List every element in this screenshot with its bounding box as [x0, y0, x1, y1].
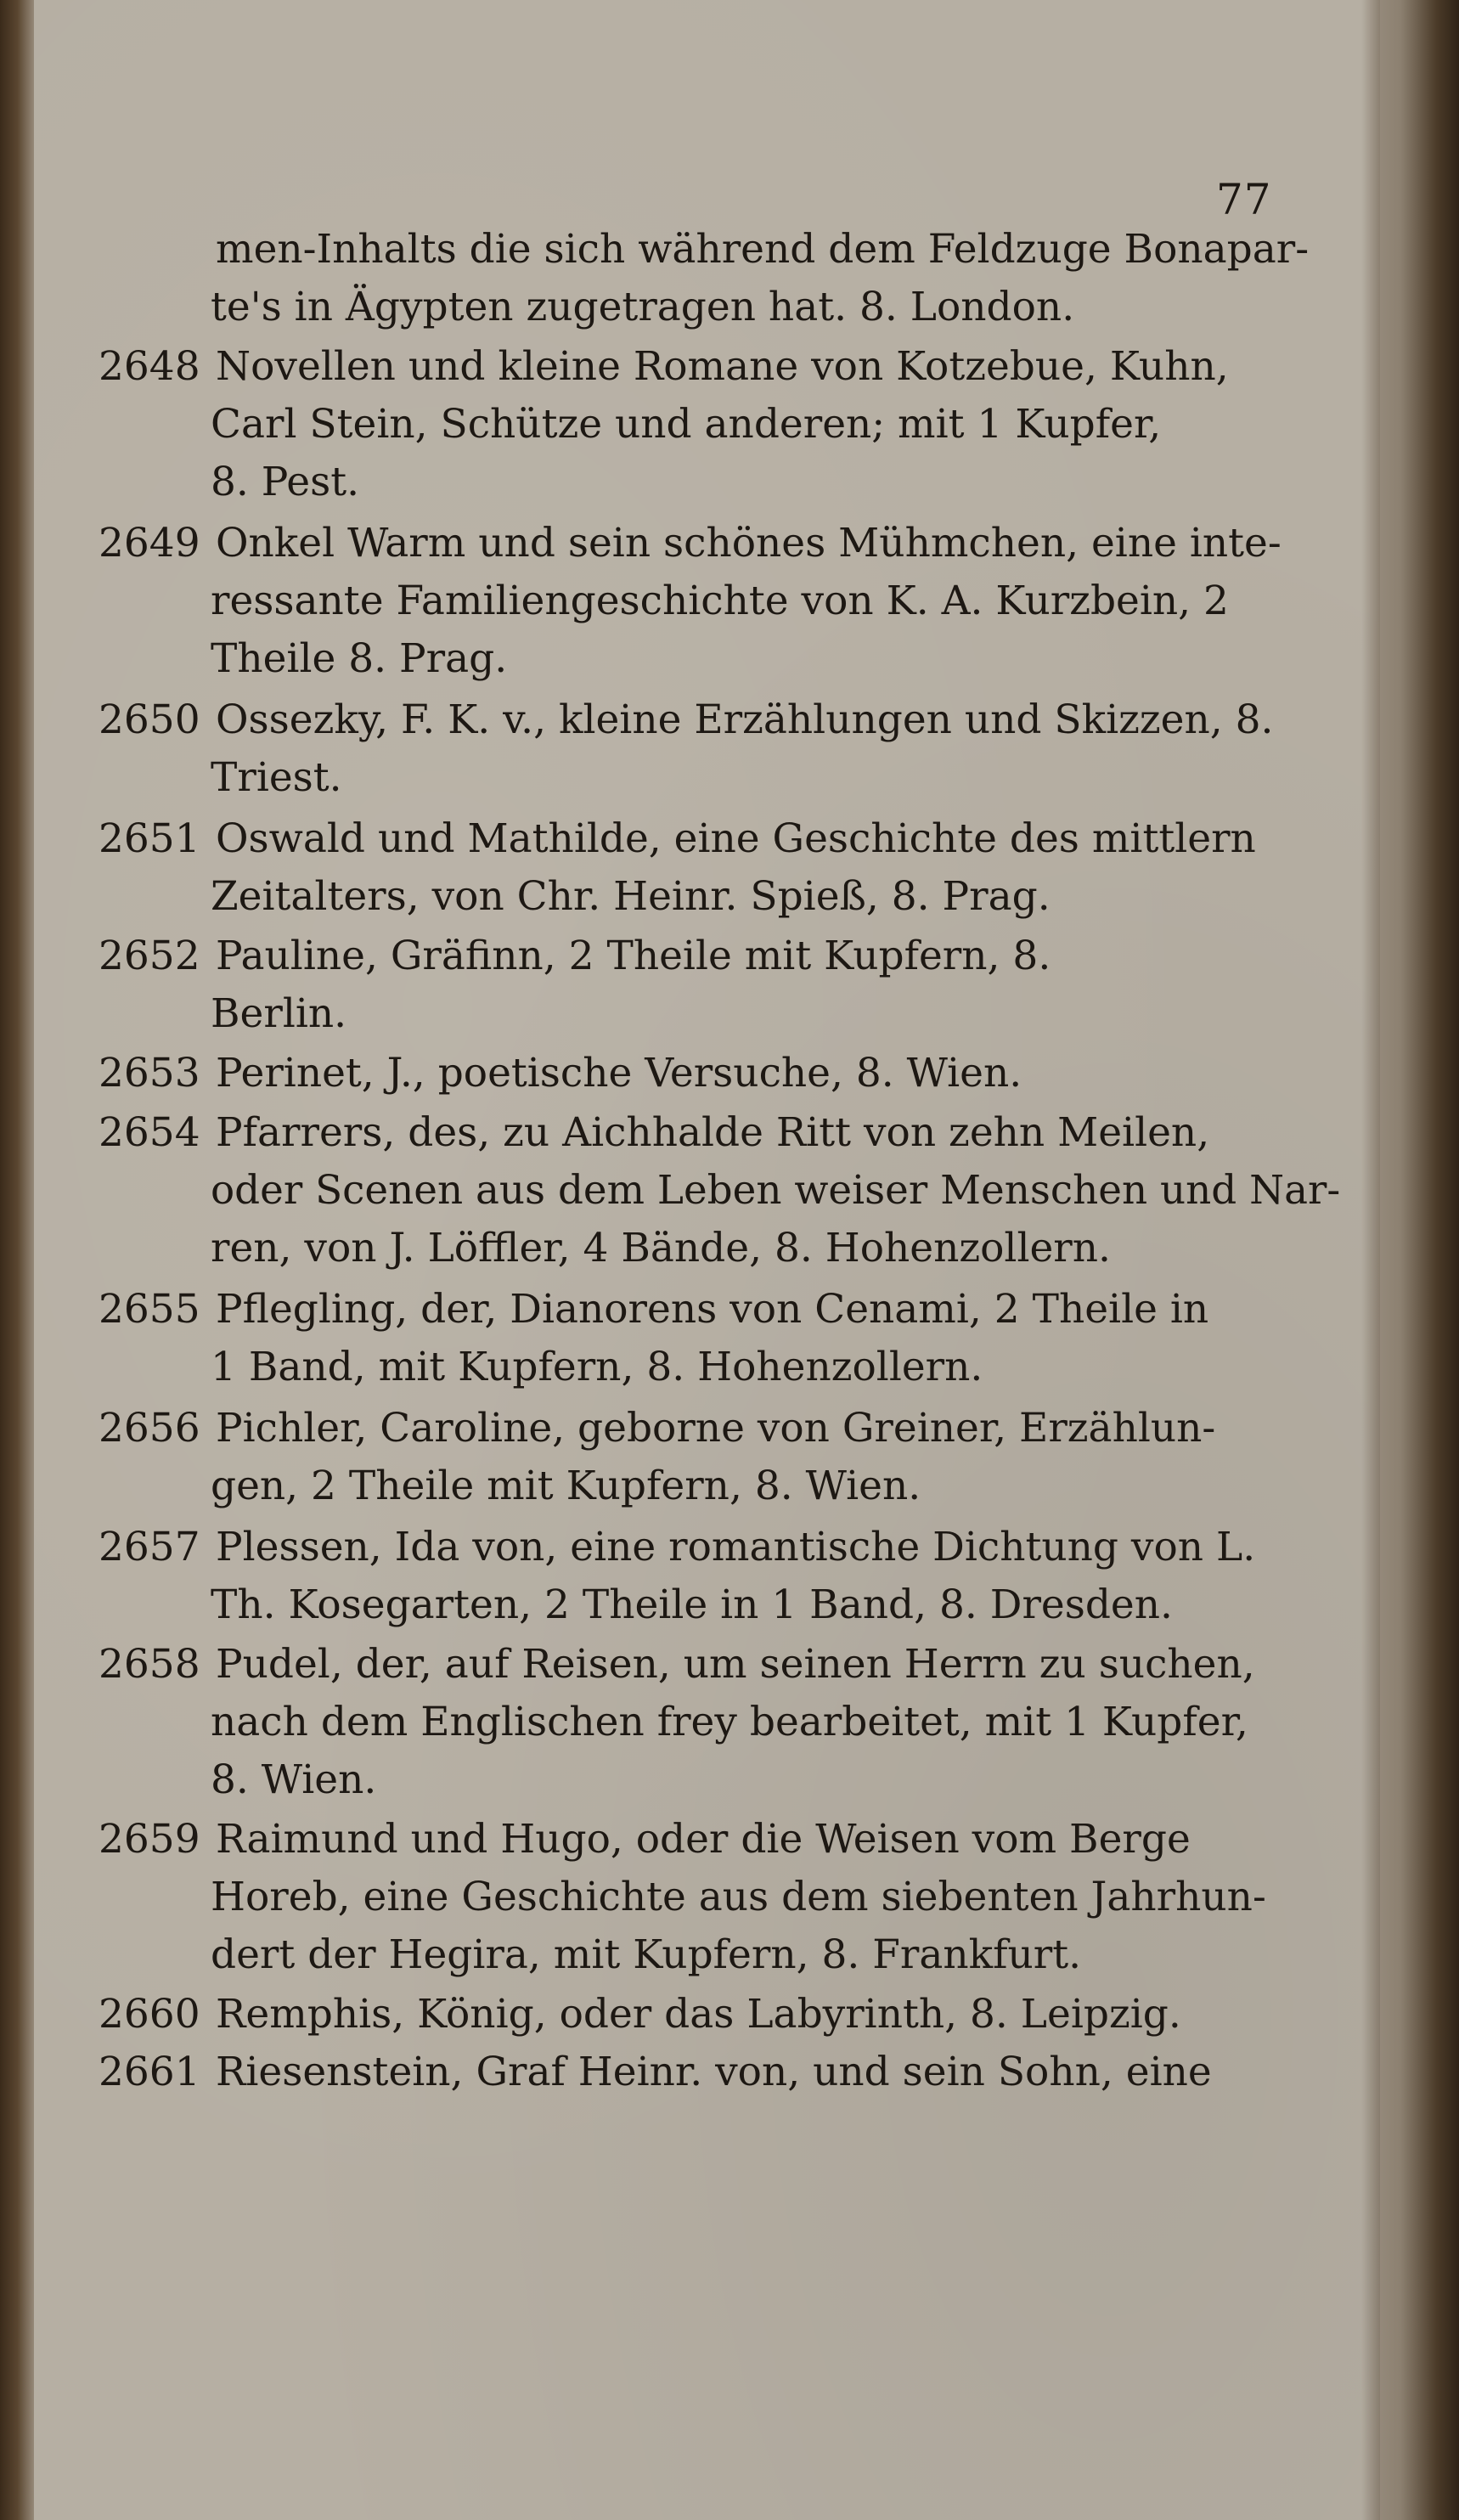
entry-number: 2653	[99, 1050, 200, 1097]
entry-line	[34, 223, 1325, 277]
entry-line	[34, 1638, 1325, 1692]
entry-text: Plessen, Ida von, eine romantische Dichtung von L.	[216, 1524, 1256, 1570]
entry-text: Pauline, Gräfinn, 2 Theile mit Kupfern, 8.	[216, 933, 1051, 979]
entry-number: 2660	[99, 1991, 200, 2038]
entry-line	[34, 1283, 1325, 1337]
entry-line	[34, 1812, 1325, 1867]
entry-number: 2651	[99, 815, 200, 862]
entry-line	[34, 340, 1325, 394]
entry-text: 1 Band, mit Kupfern, 8. Hohenzollern.	[211, 1344, 983, 1390]
entry-text: Theile 8. Prag.	[211, 635, 508, 682]
entry-text: Berlin.	[211, 990, 347, 1037]
entry-text: Horeb, eine Geschichte aus dem siebenten Jahrhun-	[211, 1874, 1266, 1920]
entry-text: Carl Stein, Schütze und anderen; mit 1 Kupfer,	[211, 401, 1162, 448]
entry-line	[34, 870, 1325, 924]
entry-text: Pfarrers, des, zu Aichhalde Ritt von zehn Meilen,	[216, 1109, 1210, 1156]
entry-text: Zeitalters, von Chr. Heinr. Spieß, 8. Prag.	[211, 873, 1051, 920]
page-number: 77	[1216, 175, 1272, 224]
page-edge-shadow	[1361, 0, 1380, 2520]
entry-line	[34, 516, 1325, 571]
entry-number: 2659	[99, 1816, 200, 1863]
entry-line	[34, 632, 1325, 686]
entry-text: Triest.	[211, 754, 342, 801]
entry-text: 8. Pest.	[211, 459, 360, 505]
entry-text: Ossezky, F. K. v., kleine Erzählungen und Skizzen, 8.	[216, 696, 1274, 743]
entry-number: 2655	[99, 1286, 200, 1333]
entry-line	[34, 1046, 1325, 1101]
entry-text: Onkel Warm und sein schönes Mühmchen, eine inte-	[216, 520, 1282, 567]
entry-line	[34, 1340, 1325, 1395]
entry-text: ressante Familiengeschichte von K. A. Kurzbein, 2	[211, 578, 1229, 624]
entry-line	[34, 751, 1325, 805]
entry-number: 2654	[99, 1109, 200, 1156]
entry-text: ren, von J. Löffler, 4 Bände, 8. Hohenzollern.	[211, 1225, 1111, 1271]
entry-text: men-Inhalts die sich während dem Feldzuge Bonapar-	[216, 226, 1310, 273]
entry-line	[34, 1695, 1325, 1750]
entry-text: Oswald und Mathilde, eine Geschichte des mittlern	[216, 815, 1256, 862]
entry-number: 2658	[99, 1641, 200, 1688]
entry-line	[34, 1401, 1325, 1456]
entry-line	[34, 455, 1325, 510]
entry-line	[34, 987, 1325, 1041]
entry-number: 2649	[99, 520, 200, 567]
entry-line	[34, 1870, 1325, 1925]
entry-line	[34, 1753, 1325, 1807]
entry-number: 2661	[99, 2049, 200, 2095]
entry-line	[34, 574, 1325, 629]
entry-line	[34, 2045, 1325, 2100]
entry-text: Pichler, Caroline, geborne von Greiner, Erzählun-	[216, 1405, 1216, 1452]
entry-number: 2648	[99, 343, 200, 390]
entry-line	[34, 1221, 1325, 1276]
entry-line	[34, 1987, 1325, 2042]
entry-number: 2656	[99, 1405, 200, 1452]
entry-number: 2650	[99, 696, 200, 743]
entry-line	[34, 280, 1325, 335]
entry-line	[34, 693, 1325, 747]
entry-number: 2652	[99, 933, 200, 979]
entry-text: dert der Hegira, mit Kupfern, 8. Frankfurt.	[211, 1931, 1082, 1978]
entry-text: Perinet, J., poetische Versuche, 8. Wien.	[216, 1050, 1022, 1097]
entry-line	[34, 929, 1325, 984]
entry-text: Pudel, der, auf Reisen, um seinen Herrn zu suchen,	[216, 1641, 1255, 1688]
book-page	[34, 0, 1380, 2520]
entry-text: Novellen und kleine Romane von Kotzebue, Kuhn,	[216, 343, 1229, 390]
entry-text: 8. Wien.	[211, 1756, 377, 1803]
entry-line	[34, 1520, 1325, 1575]
entry-text: oder Scenen aus dem Leben weiser Menschen und Nar-	[211, 1167, 1341, 1214]
entry-line	[34, 397, 1325, 452]
entry-line	[34, 812, 1325, 866]
entry-line	[34, 1459, 1325, 1514]
entry-text: Riesenstein, Graf Heinr. von, und sein Sohn, eine	[216, 2049, 1212, 2095]
entry-number: 2657	[99, 1524, 200, 1570]
entry-text: Pflegling, der, Dianorens von Cenami, 2 Theile in	[216, 1286, 1209, 1333]
entry-text: te's in Ägypten zugetragen hat. 8. London.	[211, 284, 1075, 330]
entry-text: Remphis, König, oder das Labyrinth, 8. Leipzig.	[216, 1991, 1181, 2038]
entry-line	[34, 1164, 1341, 1218]
entry-text: Th. Kosegarten, 2 Theile in 1 Band, 8. Dresden.	[211, 1581, 1173, 1628]
entry-line	[34, 1928, 1325, 1982]
entry-line	[34, 1578, 1325, 1632]
entry-line	[34, 1106, 1325, 1160]
entry-text: nach dem Englischen frey bearbeitet, mit 1 Kupfer,	[211, 1699, 1248, 1745]
entry-text: Raimund und Hugo, oder die Weisen vom Berge	[216, 1816, 1191, 1863]
entry-text: gen, 2 Theile mit Kupfern, 8. Wien.	[211, 1463, 921, 1509]
